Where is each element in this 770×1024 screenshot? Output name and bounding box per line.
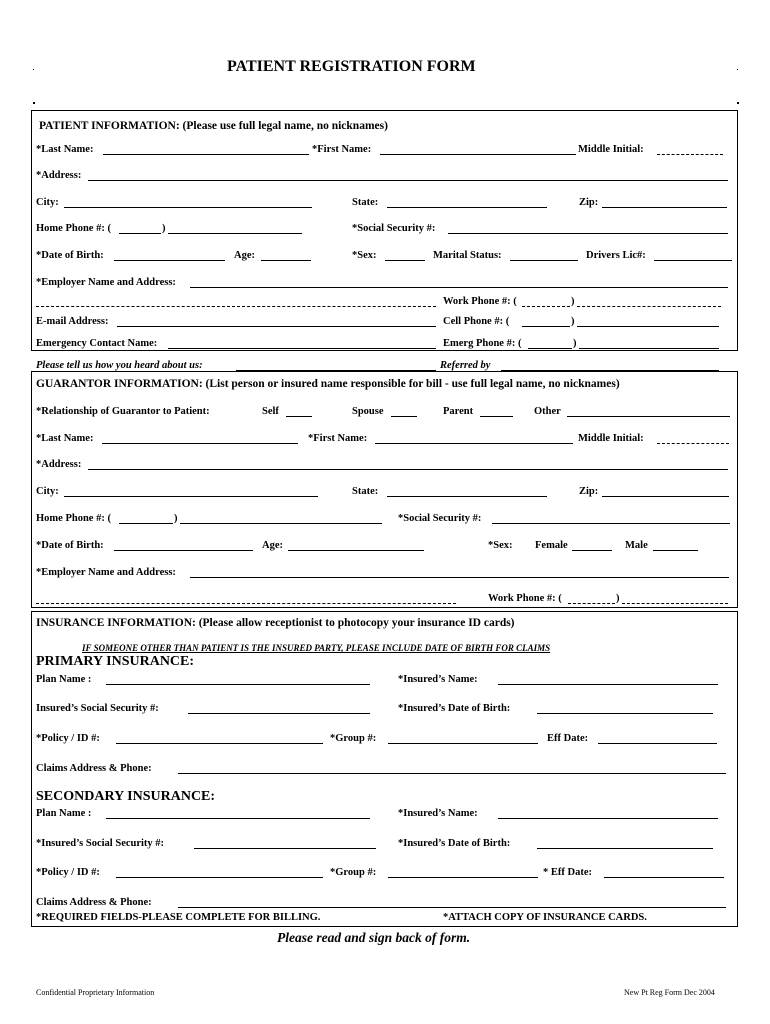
primary-insured-dob-field[interactable]: [537, 703, 713, 714]
guarantor-female-label: Female: [535, 540, 568, 551]
patient-city-field[interactable]: [64, 197, 312, 208]
patient-middle-initial-field[interactable]: [657, 144, 723, 155]
secondary-policy-id-label: *Policy / ID #:: [36, 867, 100, 878]
patient-cell-phone-field[interactable]: [577, 316, 719, 327]
guarantor-other-label: Other: [534, 406, 561, 417]
patient-work-phone-field[interactable]: [577, 296, 721, 307]
insurance-info-header: INSURANCE INFORMATION: (Please allow receptionist to photocopy your insurance ID cards): [36, 617, 515, 629]
guarantor-home-phone-paren: ): [174, 513, 178, 524]
secondary-group-label: *Group #:: [330, 867, 377, 878]
secondary-plan-name-label: Plan Name :: [36, 808, 92, 819]
guarantor-state-label: State:: [352, 486, 379, 497]
patient-drivers-lic-field[interactable]: [654, 250, 732, 261]
patient-work-phone-area-field[interactable]: [522, 296, 570, 307]
patient-cell-phone-label: Cell Phone #: (: [443, 316, 510, 327]
patient-employer-field[interactable]: [190, 277, 728, 288]
secondary-insured-name-label: *Insured’s Name:: [398, 808, 478, 819]
patient-employer-field-2[interactable]: [36, 296, 436, 307]
guarantor-work-phone-label: Work Phone #: (: [488, 593, 562, 604]
patient-zip-field[interactable]: [602, 197, 727, 208]
guarantor-ssn-label: *Social Security #:: [398, 513, 482, 524]
patient-age-label: Age:: [234, 250, 255, 261]
primary-insured-ssn-label: Insured’s Social Security #:: [36, 703, 159, 714]
patient-zip-label: Zip:: [579, 197, 599, 208]
patient-sex-field[interactable]: [385, 250, 425, 261]
guarantor-age-field[interactable]: [288, 540, 424, 551]
insurance-notice: IF SOMEONE OTHER THAN PATIENT IS THE INSURED PARTY, PLEASE INCLUDE DATE OF BIRTH FOR CLAIMS: [82, 643, 551, 653]
required-fields-note: *REQUIRED FIELDS-PLEASE COMPLETE FOR BILLING.: [36, 912, 321, 923]
guarantor-middle-initial-label: Middle Initial:: [578, 433, 644, 444]
footer-form-version: New Pt Reg Form Dec 2004: [624, 988, 715, 997]
patient-first-name-label: *First Name:: [312, 144, 372, 155]
guarantor-last-name-field[interactable]: [102, 433, 298, 444]
patient-emerg-phone-area-field[interactable]: [528, 338, 572, 349]
guarantor-home-phone-label: Home Phone #: (: [36, 513, 111, 524]
patient-employer-label: *Employer Name and Address:: [36, 277, 176, 288]
primary-insured-name-field[interactable]: [498, 674, 718, 685]
guarantor-first-name-label: *First Name:: [308, 433, 368, 444]
primary-eff-date-field[interactable]: [598, 733, 717, 744]
guarantor-work-phone-area-field[interactable]: [568, 593, 615, 604]
guarantor-middle-initial-field[interactable]: [657, 433, 729, 444]
patient-emergency-contact-field[interactable]: [168, 338, 436, 349]
secondary-eff-date-field[interactable]: [604, 867, 724, 878]
patient-emerg-phone-field[interactable]: [579, 338, 719, 349]
patient-home-phone-paren: ): [162, 223, 166, 234]
form-title: PATIENT REGISTRATION FORM: [227, 58, 476, 75]
secondary-eff-date-label: * Eff Date:: [543, 867, 592, 878]
guarantor-address-field[interactable]: [88, 459, 728, 470]
patient-ssn-field[interactable]: [448, 223, 728, 234]
guarantor-dob-label: *Date of Birth:: [36, 540, 104, 551]
patient-state-field[interactable]: [387, 197, 547, 208]
secondary-insured-ssn-field[interactable]: [194, 838, 376, 849]
patient-work-phone-label: Work Phone #: (: [443, 296, 517, 307]
patient-marital-label: Marital Status:: [433, 250, 502, 261]
guarantor-work-phone-paren: ): [616, 593, 620, 604]
guarantor-first-name-field[interactable]: [375, 433, 573, 444]
secondary-insured-ssn-label: *Insured’s Social Security #:: [36, 838, 165, 849]
secondary-plan-name-field[interactable]: [106, 808, 370, 819]
patient-state-label: State:: [352, 197, 379, 208]
patient-city-label: City:: [36, 197, 59, 208]
primary-claims-address-label: Claims Address & Phone:: [36, 763, 152, 774]
primary-plan-name-label: Plan Name :: [36, 674, 92, 685]
patient-drivers-lic-label: Drivers Lic#:: [586, 250, 646, 261]
patient-address-label: *Address:: [36, 170, 82, 181]
secondary-insured-dob-label: *Insured’s Date of Birth:: [398, 838, 511, 849]
guarantor-ssn-field[interactable]: [492, 513, 730, 524]
guarantor-male-label: Male: [625, 540, 648, 551]
guarantor-work-phone-field[interactable]: [622, 593, 728, 604]
patient-emerg-phone-label: Emerg Phone #: (: [443, 338, 522, 349]
patient-middle-initial-label: Middle Initial:: [578, 144, 644, 155]
secondary-claims-address-field[interactable]: [178, 897, 726, 908]
guarantor-relationship-label: *Relationship of Guarantor to Patient:: [36, 406, 210, 417]
primary-insured-name-label: *Insured’s Name:: [398, 674, 478, 685]
referred-by-field[interactable]: [501, 360, 719, 371]
guarantor-dob-field[interactable]: [114, 540, 253, 551]
guarantor-self-label: Self: [262, 406, 279, 417]
guarantor-address-label: *Address:: [36, 459, 82, 470]
sign-back-note: Please read and sign back of form.: [277, 930, 471, 945]
primary-insurance-title: PRIMARY INSURANCE:: [36, 654, 195, 669]
guarantor-age-label: Age:: [262, 540, 283, 551]
patient-info-header: PATIENT INFORMATION: (Please use full legal name, no nicknames): [39, 120, 388, 132]
guarantor-info-header: GUARANTOR INFORMATION: (List person or insured name responsible for bill - use full legal name, no nicknames): [36, 378, 620, 390]
primary-policy-id-field[interactable]: [116, 733, 323, 744]
guarantor-sex-label: *Sex:: [488, 540, 513, 551]
guarantor-home-phone-field[interactable]: [180, 513, 382, 524]
patient-cell-phone-paren: ): [571, 316, 575, 327]
secondary-group-field[interactable]: [388, 867, 538, 878]
patient-last-name-label: *Last Name:: [36, 144, 94, 155]
primary-eff-date-label: Eff Date:: [547, 733, 589, 744]
primary-group-field[interactable]: [388, 733, 538, 744]
guarantor-other-field[interactable]: [567, 406, 730, 417]
guarantor-parent-field[interactable]: [480, 406, 513, 417]
primary-policy-id-label: *Policy / ID #:: [36, 733, 100, 744]
heard-about-us-field[interactable]: [236, 360, 436, 371]
patient-last-name-field[interactable]: [103, 144, 309, 155]
patient-first-name-field[interactable]: [380, 144, 576, 155]
primary-insured-dob-label: *Insured’s Date of Birth:: [398, 703, 511, 714]
patient-home-phone-field[interactable]: [168, 223, 302, 234]
secondary-claims-address-label: Claims Address & Phone:: [36, 897, 152, 908]
footer-confidential: Confidential Proprietary Information: [36, 988, 155, 997]
patient-home-phone-label: Home Phone #: (: [36, 223, 111, 234]
patient-dob-label: *Date of Birth:: [36, 250, 104, 261]
guarantor-city-field[interactable]: [64, 486, 318, 497]
guarantor-zip-label: Zip:: [579, 486, 599, 497]
secondary-policy-id-field[interactable]: [116, 867, 323, 878]
scan-mark: [33, 102, 35, 104]
primary-group-label: *Group #:: [330, 733, 377, 744]
guarantor-self-field[interactable]: [286, 406, 312, 417]
guarantor-city-label: City:: [36, 486, 59, 497]
attach-copy-note: *ATTACH COPY OF INSURANCE CARDS.: [443, 912, 647, 923]
patient-age-field[interactable]: [261, 250, 311, 261]
guarantor-spouse-field[interactable]: [391, 406, 417, 417]
patient-cell-phone-area-field[interactable]: [522, 316, 570, 327]
scan-mark: [737, 69, 738, 70]
guarantor-spouse-label: Spouse: [352, 406, 384, 417]
patient-home-phone-area-field[interactable]: [119, 223, 161, 234]
guarantor-female-field[interactable]: [572, 540, 612, 551]
scan-mark: [737, 102, 739, 104]
heard-about-us-label: Please tell us how you heard about us:: [36, 360, 203, 371]
primary-claims-address-field[interactable]: [178, 763, 726, 774]
patient-emerg-phone-paren: ): [573, 338, 577, 349]
patient-address-field[interactable]: [88, 170, 728, 181]
scan-mark: [33, 69, 34, 70]
guarantor-state-field[interactable]: [387, 486, 547, 497]
guarantor-employer-field[interactable]: [190, 567, 729, 578]
guarantor-employer-label: *Employer Name and Address:: [36, 567, 176, 578]
patient-sex-label: *Sex:: [352, 250, 377, 261]
guarantor-employer-field-2[interactable]: [36, 593, 456, 604]
patient-emergency-contact-label: Emergency Contact Name:: [36, 338, 158, 349]
patient-marital-field[interactable]: [510, 250, 578, 261]
secondary-insurance-title: SECONDARY INSURANCE:: [36, 789, 216, 804]
patient-dob-field[interactable]: [114, 250, 225, 261]
patient-email-field[interactable]: [117, 316, 436, 327]
primary-plan-name-field[interactable]: [106, 674, 370, 685]
guarantor-home-phone-area-field[interactable]: [119, 513, 173, 524]
referred-by-label: Referred by: [440, 360, 491, 371]
patient-email-label: E-mail Address:: [36, 316, 109, 327]
guarantor-male-field[interactable]: [653, 540, 698, 551]
primary-insured-ssn-field[interactable]: [188, 703, 370, 714]
secondary-insured-name-field[interactable]: [498, 808, 718, 819]
patient-work-phone-paren: ): [571, 296, 575, 307]
guarantor-last-name-label: *Last Name:: [36, 433, 94, 444]
guarantor-zip-field[interactable]: [602, 486, 729, 497]
patient-ssn-label: *Social Security #:: [352, 223, 436, 234]
guarantor-parent-label: Parent: [443, 406, 474, 417]
secondary-insured-dob-field[interactable]: [537, 838, 713, 849]
